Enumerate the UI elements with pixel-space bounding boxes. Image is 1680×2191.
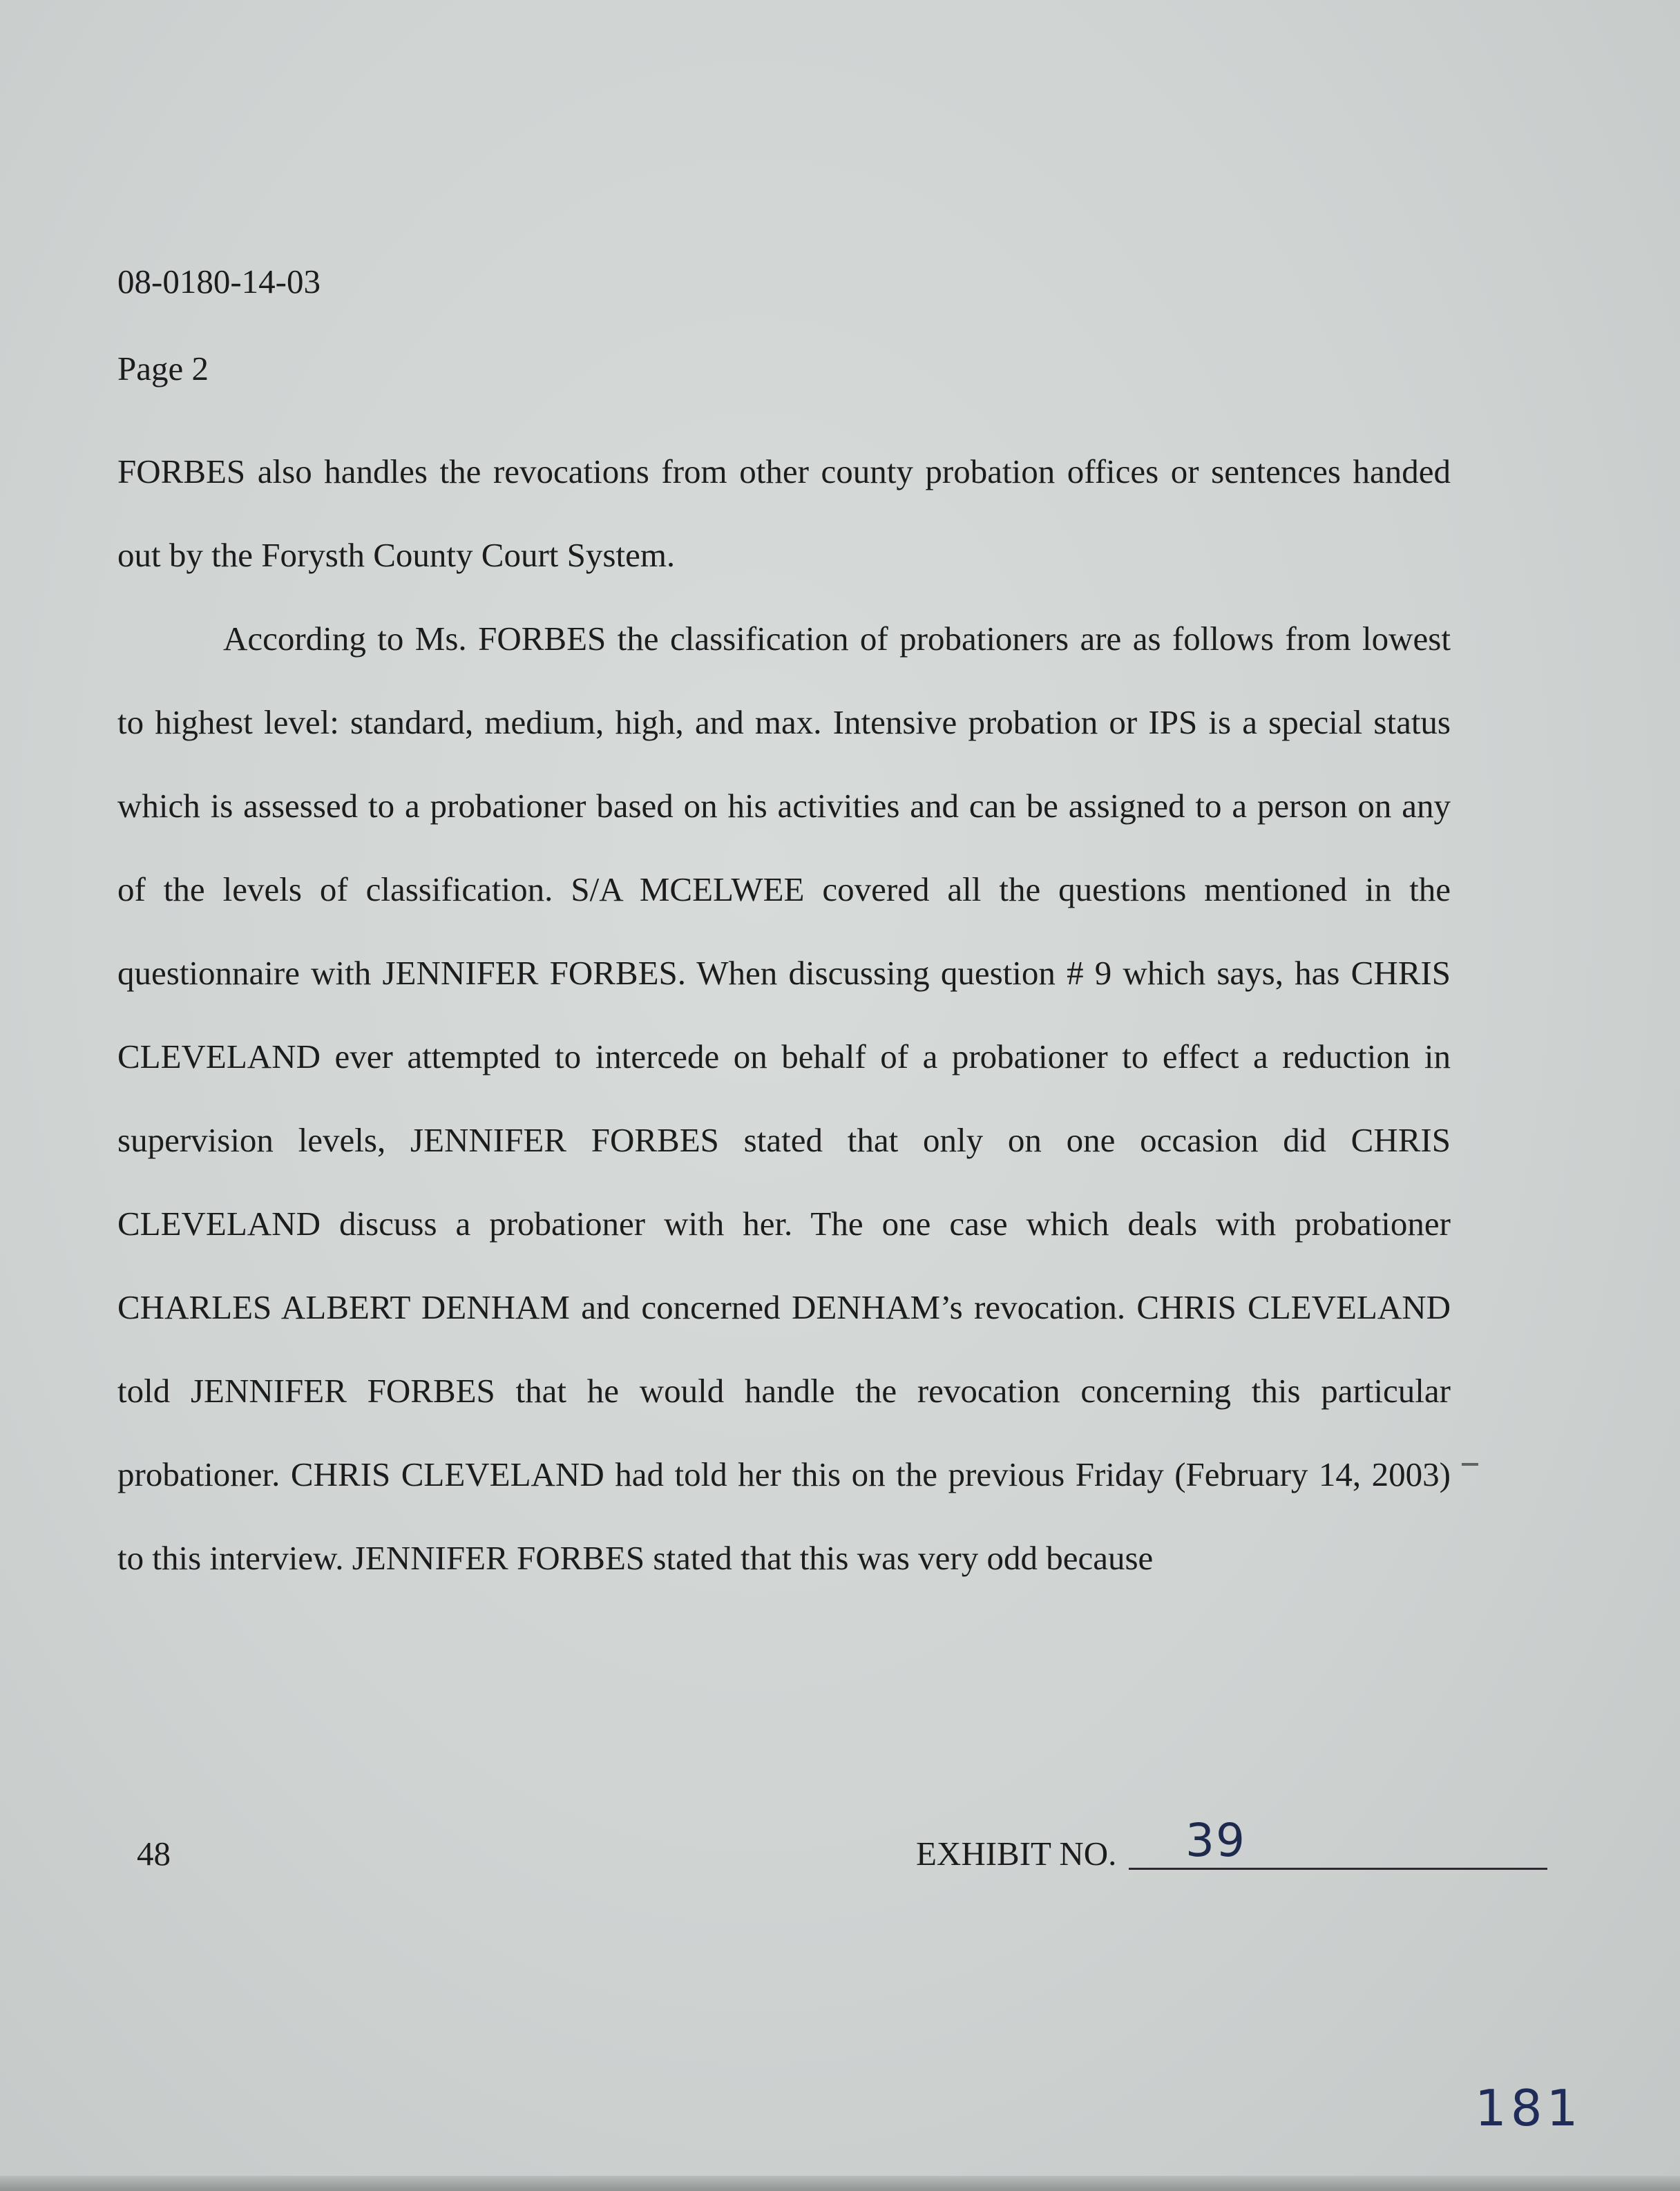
margin-mark — [1462, 1463, 1478, 1466]
paragraph-1: FORBES also handles the revocations from other county probation offices or sentences handed out by the Forysth County Court System. — [117, 452, 1451, 574]
handwritten-page-number: 181 — [1475, 2079, 1583, 2137]
footer-page-number: 48 — [137, 1835, 171, 1873]
case-number: 08-0180-14-03 — [117, 262, 321, 300]
paper-bottom-edge — [0, 2176, 1680, 2191]
exhibit-label: EXHIBIT NO. — [916, 1835, 1117, 1873]
exhibit-number-handwritten: 39 — [1185, 1814, 1246, 1867]
body-text — [117, 430, 1451, 1600]
page-label: Page 2 — [117, 350, 209, 388]
paragraph-2: According to Ms. FORBES the classification of probationers are as follows from lowest to highest level: standard, medium, high, and max. Intensive probation or IPS is a special status which is assessed to a probationer based on his activities and can be assigned to a person on any of the levels of classification. S/A MCELWEE covered all the questions mentioned in the questionnaire with JENNIFER FORBES. When discussing question # 9 which says, has CHRIS CLEVELAND ever attempted to intercede on behalf of a probationer to effect a reduction in supervision levels, JENNIFER FORBES stated that only on one occasion did CHRIS CLEVELAND discuss a probationer with her. The one case which deals with probationer CHARLES ALBERT DENHAM and concerned DENHAM’s revocation. CHRIS CLEVELAND told JENNIFER FORBES that he would handle the revocation concerning this particular probationer. CHRIS CLEVELAND had told her this on the previous Friday (February 14, 2003) to this interview. JENNIFER FORBES stated that this was very odd because — [117, 620, 1451, 1577]
